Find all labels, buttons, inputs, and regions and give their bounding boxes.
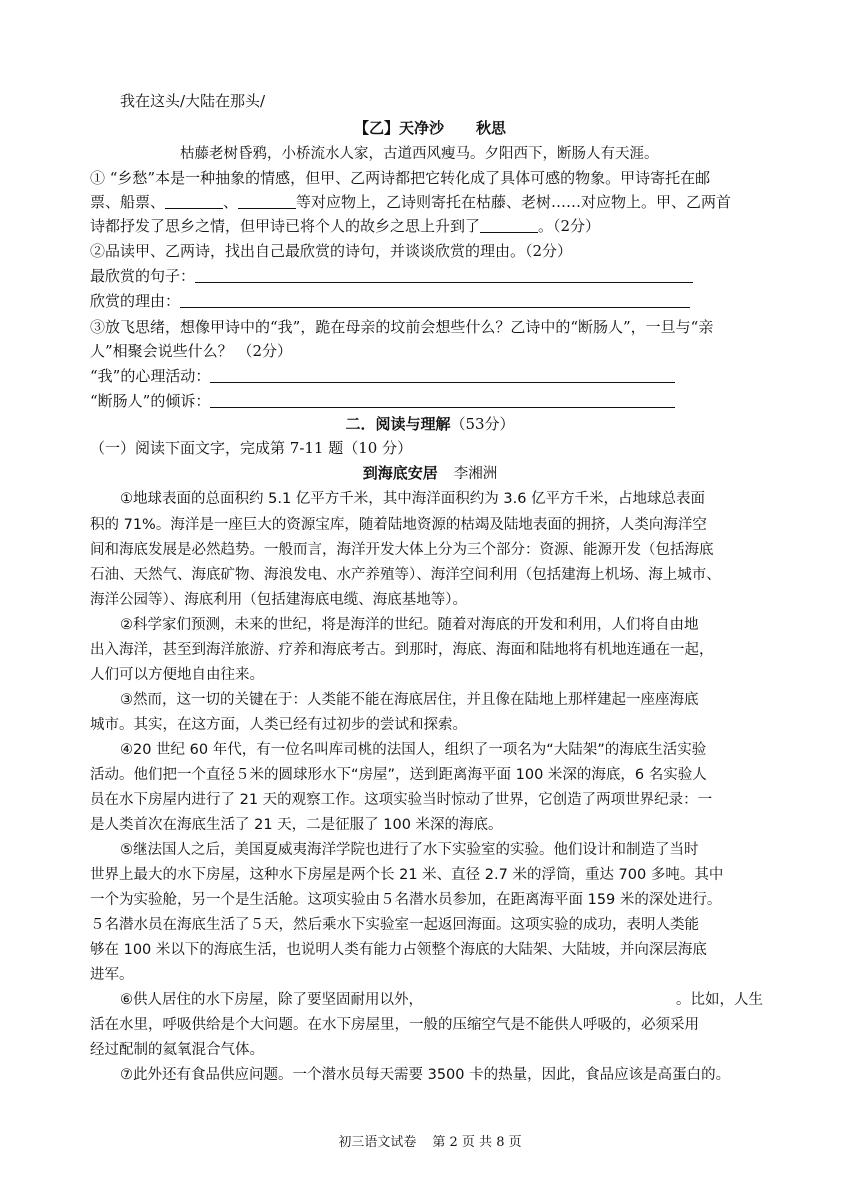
para4-line3: 员在水下房屋内进行了 21 天的观察工作。这项实验当时惊动了世界，它创造了两项世界纪录：一 xyxy=(90,792,713,808)
para5-line4: ５名潜水员在海底生活了５天，然后乘水下实验室一起返回海面。这项实验的成功，表明人类能 xyxy=(90,917,699,933)
article-author: 李湘洲 xyxy=(453,466,498,482)
para7-line1: ⑦此外还有食品供应问题。一个潜水员每天需要 3500 卡的热量，因此，食品应该是高蛋白的。 xyxy=(120,1067,731,1083)
para5-line1: ⑤继法国人之后，美国夏威夷海洋学院也进行了水下实验室的实验。他们设计和制造了当时 xyxy=(120,842,699,858)
para6-line1-end: 。比如，人生 xyxy=(676,992,763,1008)
article-heading xyxy=(0,462,860,485)
q2-answer1 xyxy=(90,265,790,287)
para2-line3: 人们可以方便地自由往来。 xyxy=(90,667,264,683)
q3-line1: ③放飞思绪，想像甲诗中的“我”，跪在母亲的坟前会想些什么？乙诗中的“断肠人”，一旦与“亲 xyxy=(90,318,714,336)
section2-heading xyxy=(0,413,860,435)
q2-answer2 xyxy=(90,290,790,312)
q3-answer1 xyxy=(90,365,790,387)
q2-answer1-blank[interactable] xyxy=(195,266,693,283)
section2-subheading: （一）阅读下面文字，完成第 7-11 题（10 分） xyxy=(90,439,413,457)
para1-line5: 海洋公园等）、海底利用（包括建海底电缆、海底基地等）。 xyxy=(90,592,467,608)
para5-line5: 够在 100 米以下的海底生活，也说明人类有能力占领整个海底的大陆架、大陆坡，并向深层海底 xyxy=(90,942,707,958)
q1-line3b: 。（2分） xyxy=(538,217,601,235)
q3-answer2-blank[interactable] xyxy=(210,391,675,408)
q1-blank-2[interactable] xyxy=(238,192,296,209)
poem-a-tail: 我在这头/大陆在那头/ xyxy=(120,92,266,110)
poem-b-text: 枯藤老树昏鸦，小桥流水人家，古道西风瘦马。夕阳西下，断肠人有天涯。 xyxy=(180,146,659,162)
q2-label1: 最欣赏的句子： xyxy=(90,267,196,285)
footer-exam-name: 初三语文试卷 xyxy=(338,1135,417,1150)
para6-line2: 活在水里，呼吸供给是个大问题。在水下房屋里，一般的压缩空气是不能供人呼吸的，必须采用 xyxy=(90,1017,699,1033)
para4-line1: ④20 世纪 60 年代，有一位名叫库司桃的法国人，组织了一项名为“大陆架”的海底生活实验 xyxy=(120,742,707,758)
poem-b-title xyxy=(0,117,860,139)
para1-line4: 石油、天然气、海底矿物、海浪发电、水产养殖等）、海洋空间利用（包括建海上机场、海上城市、 xyxy=(90,567,721,583)
para3-line2: 城市。其实，在这方面，人类已经有过初步的尝试和探索。 xyxy=(90,717,467,733)
q3-answer1-blank[interactable] xyxy=(210,366,675,383)
para5-line6: 进军。 xyxy=(90,967,134,983)
poem-b-title-text: 【乙】天净沙 xyxy=(353,119,444,137)
para6-line3: 经过配制的氦氧混合气体。 xyxy=(90,1042,264,1058)
q1-line3 xyxy=(90,215,790,237)
para1-line2: 积的 71%。海洋是一座巨大的资源宝库，随着陆地资源的枯竭及陆地表面的拥挤，人类向海洋空 xyxy=(90,517,707,533)
page-footer xyxy=(0,1131,860,1150)
para5-line3: 一个为实验舱，另一个是生活舱。这项实验由５名潜水员参加，在距离海平面 159 米的深处进行。 xyxy=(90,892,722,908)
para1-line1: ①地球表面的总面积约 5.1 亿平方千米，其中海洋面积约为 3.6 亿平方千米，占地球总表面 xyxy=(120,491,706,507)
footer-page-number: 第 2 页 共 8 页 xyxy=(432,1135,522,1150)
para4-line2: 活动。他们把一个直径５米的圆球形水下“房屋”，送到距离海平面 100 米深的海底，6 名实验人 xyxy=(90,767,707,783)
q1-line2 xyxy=(90,191,790,213)
para3-line1: ③然而，这一切的关键在于：人类能不能在海底居住，并且像在陆地上那样建起一座座海底 xyxy=(120,692,699,708)
para4-line4: 是人类首次在海底生活了 21 天，二是征服了 100 米深的海底。 xyxy=(90,817,503,833)
q1-line2a: 票、船票、 xyxy=(90,193,166,211)
q3-label1: “我”的心理活动： xyxy=(90,367,211,385)
para6-line1-start: ⑥供人居住的水下房屋，除了要坚固耐用以外， xyxy=(120,992,423,1008)
q3-label2: “断肠人”的倾诉： xyxy=(90,392,211,410)
q2-label2: 欣赏的理由： xyxy=(90,292,181,310)
q1-line2c: 等对应物上，乙诗则寄托在枯藤、老树……对应物上。甲、乙两首 xyxy=(296,193,732,211)
q3-line2: 人”相聚会说些什么？ （2分） xyxy=(90,342,292,360)
q2-line1: ②品读甲、乙两诗，找出自己最欣赏的诗句，并谈谈欣赏的理由。（2分） xyxy=(90,242,573,260)
q1-blank-1[interactable] xyxy=(165,192,223,209)
section2-heading-text: 二．阅读与理解 xyxy=(345,415,451,433)
article-title: 到海底安居 xyxy=(362,464,438,482)
q3-answer2 xyxy=(90,390,790,412)
q1-line3a: 诗都抒发了思乡之情，但甲诗已将个人的故乡之思上升到了 xyxy=(90,217,481,235)
para2-line2: 出入海洋，甚至到海洋旅游、疗养和海底考古。到那时，海底、海面和陆地将有机地连通在一起， xyxy=(90,642,714,658)
q1-line1: ① “乡愁”本是一种抽象的情感，但甲、乙两诗都把它转化成了具体可感的物象。甲诗寄托在邮 xyxy=(90,169,711,187)
para1-line3: 间和海底发展是必然趋势。一般而言，海洋开发大体上分为三个部分：资源、能源开发（包括海底 xyxy=(90,542,714,558)
poem-b-subtitle: 秋思 xyxy=(476,119,507,137)
section2-score: （53分） xyxy=(450,415,515,433)
q1-line2b: 、 xyxy=(223,193,239,211)
para5-line2: 世界上最大的水下房屋，这种水下房屋是两个长 21 米、直径 2.7 米的浮筒，重达 700 多吨。其中 xyxy=(90,867,724,883)
q1-blank-3[interactable] xyxy=(480,216,538,233)
para2-line1: ②科学家们预测，未来的世纪，将是海洋的世纪。随着对海底的开发和利用，人们将自由地 xyxy=(120,617,699,633)
q2-answer2-blank[interactable] xyxy=(180,291,690,308)
